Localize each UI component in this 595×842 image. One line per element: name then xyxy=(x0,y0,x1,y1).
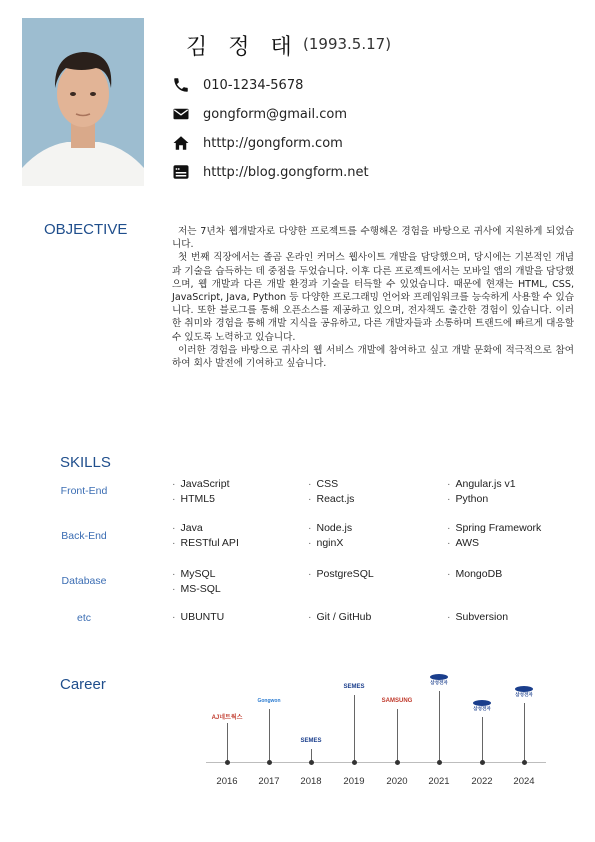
career-marker-dot xyxy=(522,760,527,765)
homepage-link[interactable]: htttp://gongform.com xyxy=(203,135,343,151)
career-year-label: 2020 xyxy=(386,776,408,787)
date-of-birth: (1993.5.17) xyxy=(303,35,392,53)
company-logo: Gongwon xyxy=(257,698,281,704)
career-marker-dot xyxy=(225,760,230,765)
skill-item: · Subversion xyxy=(447,611,509,623)
skill-item: · Python xyxy=(447,493,489,505)
objective-paragraph: 저는 7년차 웹개발자로 다양한 프로젝트를 수행해온 경험을 바탕으로 귀사에 지원하게 되었습니다. xyxy=(172,226,574,251)
objective-paragraph: 첫 번째 직장에서는 졸곰 온라인 커머스 웹사이트 개발을 담당했으며, 당시에는 기본적인 개념과 기술을 습득하는 데 중점을 두었습니다. 이후 다른 프로젝트에서는 모바일 앱의 개발을 담당했으며, 웹 개발과 다른 개발 환경과 기술을 터득할 수 있었습니다. 때문에 현재는 HTML, CSS, JavaScript, Java, Python 등 다양한 프로그래밍 언어와 프레임워크를 능숙하게 사용할 수 있습니다. 또한 블로그를 통해 오픈소스를 제공하고 있으며, 전자책도 출간한 경험이 있습니다. 이러한 취미와 경험을 통해 개발 지식을 공유하고, 다른 개발자들과 소통하며 트랜드에 빠르게 대응할 수 있도록 노력하고 있습니다. xyxy=(172,252,574,343)
samsung-oval-icon xyxy=(430,674,448,680)
career-marker-line xyxy=(524,703,525,762)
objective-text xyxy=(172,225,574,370)
skill-item: · JavaScript xyxy=(172,478,230,490)
career-marker-line xyxy=(227,723,228,762)
contact-phone xyxy=(172,75,303,95)
career-marker-dot xyxy=(309,760,314,765)
skill-category-backend: Back-End xyxy=(61,530,107,542)
email-link[interactable]: gongform@gmail.com xyxy=(203,106,348,122)
career-year-label: 2018 xyxy=(300,776,322,787)
skill-item: · CSS xyxy=(308,478,339,490)
career-year-label: 2022 xyxy=(471,776,493,787)
skill-category-frontend: Front-End xyxy=(60,485,108,497)
skill-category-database: Database xyxy=(61,575,107,587)
skill-item: · MySQL xyxy=(172,568,216,580)
objective-paragraph: 이러한 경험을 바탕으로 귀사의 웹 서비스 개발에 참여하고 싶고 개발 문화에 적극적으로 참여하여 회사 발전에 기여하고 싶습니다. xyxy=(172,344,574,370)
profile-photo xyxy=(22,18,144,186)
skill-item: · Git / GitHub xyxy=(308,611,372,623)
contact-blog xyxy=(172,162,369,182)
skill-item: · HTML5 xyxy=(172,493,215,505)
skill-item: · React.js xyxy=(308,493,355,505)
skill-item: · Node.js xyxy=(308,522,353,534)
skill-item: · UBUNTU xyxy=(172,611,225,623)
skill-item: · Angular.js v1 xyxy=(447,478,516,490)
samsung-oval-icon xyxy=(473,700,491,706)
career-year-label: 2024 xyxy=(513,776,535,787)
career-year-label: 2021 xyxy=(428,776,450,787)
skill-item: · nginX xyxy=(308,537,344,549)
career-year-label: 2017 xyxy=(258,776,280,787)
company-logo: AJ네트웍스 xyxy=(211,715,243,721)
skill-category-etc: etc xyxy=(76,612,91,624)
skill-item: · RESTful API xyxy=(172,537,239,549)
skill-item: · Spring Framework xyxy=(447,522,542,534)
blog-link[interactable]: htttp://blog.gongform.net xyxy=(203,164,369,180)
career-heading: Career xyxy=(60,676,106,693)
career-marker-dot xyxy=(395,760,400,765)
career-marker-line xyxy=(439,691,440,762)
career-marker-line xyxy=(482,717,483,762)
career-marker-line xyxy=(354,695,355,762)
company-logo: 삼성전자 xyxy=(430,680,448,685)
skill-item: · AWS xyxy=(447,537,480,549)
envelope-icon xyxy=(172,105,190,123)
samsung-oval-icon xyxy=(515,686,533,692)
contact-homepage xyxy=(172,133,343,153)
objective-heading: OBJECTIVE xyxy=(44,221,128,238)
career-timeline-axis xyxy=(206,762,546,763)
company-logo: SEMES xyxy=(300,738,322,744)
career-year-label: 2019 xyxy=(343,776,365,787)
skill-item: · PostgreSQL xyxy=(308,568,374,580)
company-logo: SAMSUNG xyxy=(381,698,413,704)
phone-number: 010-1234-5678 xyxy=(203,77,304,93)
company-logo: 삼성전자 xyxy=(473,706,491,711)
career-marker-dot xyxy=(437,760,442,765)
career-year-label: 2016 xyxy=(216,776,238,787)
career-marker-dot xyxy=(480,760,485,765)
home-icon xyxy=(172,134,190,152)
career-marker-line xyxy=(269,709,270,762)
career-marker-line xyxy=(397,709,398,762)
phone-icon xyxy=(172,76,190,94)
career-marker-dot xyxy=(352,760,357,765)
blog-icon xyxy=(172,163,190,181)
skill-item: · Java xyxy=(172,522,203,534)
skills-heading: SKILLS xyxy=(60,454,111,471)
contact-email xyxy=(172,104,347,124)
career-marker-dot xyxy=(267,760,272,765)
skill-item: · MongoDB xyxy=(447,568,503,580)
company-logo: SEMES xyxy=(343,684,365,690)
person-name: 김 정 태 xyxy=(186,35,299,60)
skill-item: · MS-SQL xyxy=(172,583,221,595)
company-logo: 삼성전자 xyxy=(515,692,533,697)
